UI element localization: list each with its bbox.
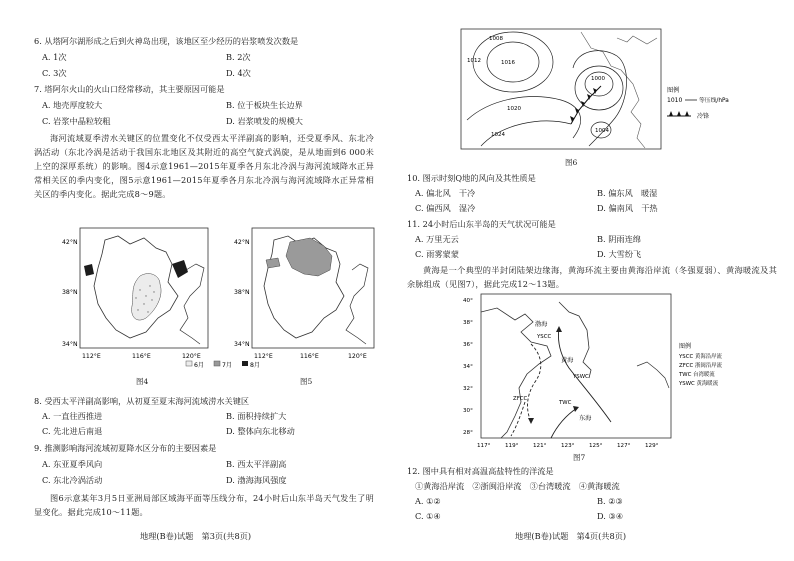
fig6-label-1000: 1000 bbox=[591, 76, 605, 82]
q9-option-d: D. 渤海海风强度 bbox=[226, 475, 287, 485]
q9-stem: 9. 推测影响海河流域初夏降水区分布的主要因素是 bbox=[34, 443, 217, 453]
legend-july: 7月 bbox=[222, 362, 233, 369]
passage-10-11: 图6示意某年3月5日亚洲局部区域海平面等压线分布，24小时后山东半岛天气发生了明显变化。据此完成10～11题。 bbox=[34, 493, 374, 517]
q12-option-b: B. ②③ bbox=[597, 496, 623, 506]
q7-stem: 7. 塔阿尔火山的火山口经常移动，其主要原因可能是 bbox=[34, 84, 225, 94]
q6-option-d: D. 4次 bbox=[226, 68, 251, 78]
fig5-lon-116: 116°E bbox=[300, 353, 319, 360]
fig7-lon-129: 129° bbox=[645, 443, 659, 449]
fig7-label-yswc: YSWC bbox=[573, 374, 589, 380]
fig7-legend-twc: TWC 台湾暖流 bbox=[679, 372, 715, 378]
passage-12-13: 黄海是一个典型的半封闭陆架边缘海，黄海环流主要由黄海沿岸流（冬强夏弱）、黄海暖流及其余脉组成（见图7），据此完成12～13题。 bbox=[407, 265, 777, 289]
fig7-label-donghai: 东海 bbox=[579, 415, 592, 422]
fig7-legend-yscc: YSCC 黄海沿岸流 bbox=[679, 354, 722, 360]
q12-option-d: D. ③④ bbox=[597, 511, 624, 521]
legend-august: 8月 bbox=[250, 362, 261, 369]
fig5-lon-120: 120°E bbox=[348, 353, 367, 360]
q6-option-c: C. 3次 bbox=[42, 68, 67, 78]
fig6-legend-isobar-text: 等压线/hPa bbox=[699, 98, 729, 104]
fig7-lon-125: 125° bbox=[589, 443, 603, 449]
figure-6 bbox=[461, 28, 729, 150]
fig6-legend-isobar-value: 1010 bbox=[667, 97, 683, 104]
fig7-lon-119: 119° bbox=[505, 443, 519, 449]
fig4-lat-34: 34°N bbox=[62, 341, 78, 348]
q8-option-b: B. 面积持续扩大 bbox=[226, 411, 287, 421]
fig7-label-zfcc: ZFCC bbox=[513, 396, 528, 402]
q7-option-c: C. 岩浆中晶粒较粗 bbox=[42, 116, 111, 126]
fig6-label-1008: 1008 bbox=[489, 36, 503, 42]
q7-option-a: A. 地壳厚度较大 bbox=[42, 100, 103, 110]
q10-option-c: C. 偏西风 湿冷 bbox=[415, 203, 476, 213]
q6-stem: 6. 从塔阿尔湖形成之后到火神岛出现，该地区至少经历的岩浆喷发次数是 bbox=[34, 36, 299, 46]
fig6-label-1012: 1012 bbox=[467, 58, 481, 64]
fig4-lon-116: 116°E bbox=[132, 353, 151, 360]
q11-option-b: B. 阴雨连绵 bbox=[597, 234, 641, 244]
fig6-label-1016: 1016 bbox=[501, 60, 515, 66]
fig6-label-1024: 1024 bbox=[491, 132, 505, 138]
q11-option-d: D. 大雪纷飞 bbox=[597, 249, 642, 259]
q12-stem: 12. 图中具有相对高温高盐特性的洋流是 bbox=[407, 466, 554, 476]
fig5-july-area-small bbox=[266, 258, 280, 268]
fig5-lat-34: 34°N bbox=[234, 341, 250, 348]
fig7-lat-32: 32° bbox=[463, 386, 473, 392]
q9-option-b: B. 西太平洋副高 bbox=[226, 459, 287, 469]
fig7-legend-zfcc: ZFCC 浙闽沿岸流 bbox=[679, 363, 722, 369]
figure-4 bbox=[60, 226, 220, 364]
q10-stem: 10. 图示时刻Q地的风向及其性质是 bbox=[407, 173, 536, 183]
q12-option-c: C. ①④ bbox=[415, 511, 441, 521]
q11-stem: 11. 24小时后山东半岛的天气状况可能是 bbox=[407, 219, 556, 229]
figure-5 bbox=[232, 226, 382, 364]
page-footer-left: 地理(B卷)试题 第3页(共8页) bbox=[140, 531, 252, 541]
figure-7 bbox=[461, 292, 761, 452]
fig7-lon-117: 117° bbox=[477, 443, 491, 449]
q8-option-d: D. 整体向东北移动 bbox=[226, 426, 295, 436]
q8-option-a: A. 一直往西推进 bbox=[42, 411, 103, 421]
passage-8-9: 海河流域夏季涝水关键区的位置变化不仅受西太平洋副高的影响，还受夏季风、东北冷涡活动（东北冷涡是活动于我国东北地区及其附近的高空气旋式涡旋，是从地面到6 000米上空的深厚系统）的影响。图4示意1961—2015年夏季各月东北冷涡与海河流域降水正异常相关区的季内变化，图5示意1961—2015年夏季各月东北冷涡与海河流域降水正异常相关区的季内变化。据此完成8～9题。 bbox=[34, 133, 374, 199]
fig6-legend-front-symbol bbox=[667, 111, 691, 116]
fig7-frame bbox=[481, 294, 671, 438]
fig7-lat-40: 40° bbox=[463, 298, 473, 304]
fig7-lon-127: 127° bbox=[617, 443, 631, 449]
fig7-label-bohai: 渤海 bbox=[535, 321, 548, 328]
fig6-label-1020: 1020 bbox=[507, 106, 521, 112]
fig7-label-twc: TWC bbox=[559, 400, 572, 406]
fig6-legend-front-text: 冷锋 bbox=[697, 113, 710, 120]
q7-option-b: B. 位于板块生长边界 bbox=[226, 100, 303, 110]
page-footer-right: 地理(B卷)试题 第4页(共8页) bbox=[515, 531, 627, 541]
fig5-caption: 图5 bbox=[300, 377, 313, 386]
right-page bbox=[397, 0, 794, 561]
fig6-caption: 图6 bbox=[565, 158, 578, 167]
fig7-lat-28: 28° bbox=[463, 430, 473, 436]
fig7-label-yscc: YSCC bbox=[537, 334, 552, 340]
q9-option-a: A. 东亚夏季风向 bbox=[42, 459, 103, 469]
fig4-lat-38: 38°N bbox=[62, 289, 78, 296]
fig6-legend-title: 图例 bbox=[667, 87, 680, 94]
fig7-label-huanghai: 黄海 bbox=[561, 357, 574, 364]
fig6-frame bbox=[461, 29, 661, 149]
fig7-lon-123: 123° bbox=[561, 443, 575, 449]
fig7-lat-30: 30° bbox=[463, 408, 473, 414]
q9-option-c: C. 东北冷涡活动 bbox=[42, 475, 103, 485]
fig4-lon-120: 120°E bbox=[182, 353, 201, 360]
q10-option-d: D. 偏南风 干热 bbox=[597, 203, 658, 213]
fig4-lat-42: 42°N bbox=[62, 239, 78, 246]
q12-items: ①黄海沿岸流 ②浙闽沿岸流 ③台湾暖流 ④黄海暖流 bbox=[415, 481, 620, 491]
fig7-lat-34: 34° bbox=[463, 364, 473, 370]
fig6-label-1004: 1004 bbox=[595, 128, 609, 134]
legend-june-swatch bbox=[186, 361, 192, 366]
fig5-lon-112: 112°E bbox=[254, 353, 273, 360]
q10-option-b: B. 偏东风 暖湿 bbox=[597, 188, 658, 198]
q11-option-c: C. 雨雾蒙蒙 bbox=[415, 249, 459, 259]
fig4-caption: 图4 bbox=[136, 377, 149, 386]
legend-june: 6月 bbox=[194, 362, 205, 369]
fig5-lat-38: 38°N bbox=[234, 289, 250, 296]
q11-option-a: A. 万里无云 bbox=[415, 234, 459, 244]
q8-option-c: C. 先北进后南退 bbox=[42, 426, 103, 436]
q6-option-b: B. 2次 bbox=[226, 52, 251, 62]
fig4-lon-112: 112°E bbox=[82, 353, 101, 360]
fig7-lat-38: 38° bbox=[463, 320, 473, 326]
fig7-legend-title: 图例 bbox=[679, 343, 692, 350]
legend-july-swatch bbox=[214, 361, 220, 366]
fig7-lat-36: 36° bbox=[463, 342, 473, 348]
fig7-legend-yswc: YSWC 黄海暖流 bbox=[679, 381, 719, 387]
q8-stem: 8. 受西太平洋副高影响，从初夏至夏末海河流域涝水关键区 bbox=[34, 396, 250, 406]
q6-option-a: A. 1次 bbox=[42, 52, 67, 62]
q12-option-a: A. ①② bbox=[415, 496, 441, 506]
q10-option-a: A. 偏北风 干冷 bbox=[415, 188, 476, 198]
fig7-caption: 图7 bbox=[573, 453, 586, 462]
fig5-lat-42: 42°N bbox=[234, 239, 250, 246]
q7-option-d: D. 岩浆喷发的规模大 bbox=[226, 116, 303, 126]
fig7-lon-121: 121° bbox=[533, 443, 547, 449]
